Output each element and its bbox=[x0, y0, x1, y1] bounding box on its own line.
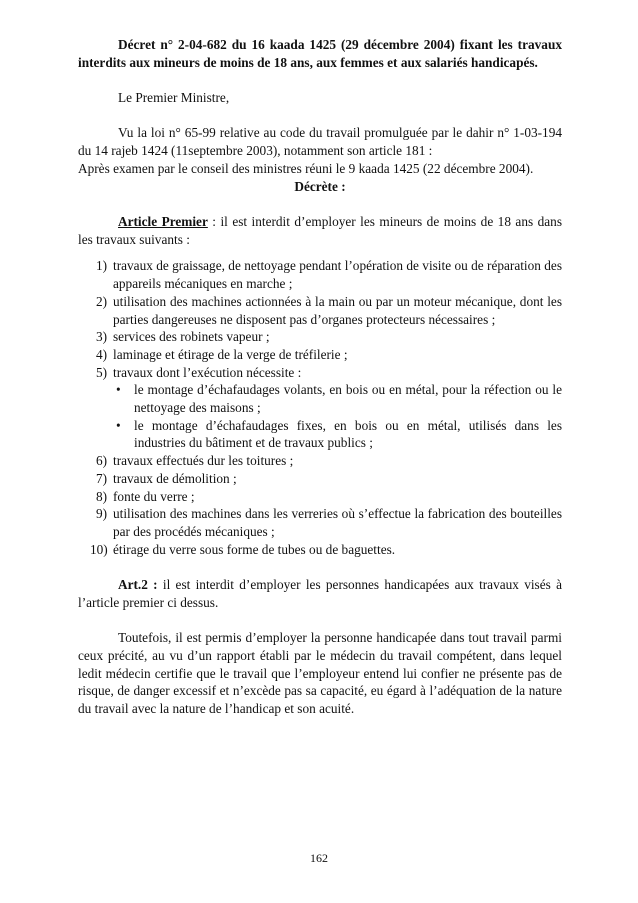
travaux-list bbox=[78, 257, 562, 558]
toutefois-paragraph: Toutefois, il est permis d’employer la personne handicapée dans tout travail parmi ceux précité, au vu d’un rapport établi par le médecin du travail compétent, dans lequel ledit médecin certifie que le travail que l’employeur entend lui confier ne présente pas de risque, de danger excessif et n’excède pas sa capacité, eu égard à l’adéquation de la nature du travail avec la nature de l’handicap et son acuité. bbox=[78, 630, 562, 716]
article-2-text: il est interdit d’employer les personnes handicapées aux travaux visés à l’article premier ci dessus. bbox=[78, 577, 562, 610]
list-item: 10) étirage du verre sous forme de tubes ou de baguettes. bbox=[90, 541, 396, 557]
list-item: 3) services des robinets vapeur ; bbox=[96, 329, 270, 345]
list-item: 4) laminage et étirage de la verge de tréfilerie ; bbox=[96, 346, 348, 362]
list-item: 7) travaux de démolition ; bbox=[96, 470, 237, 486]
sub-bullet-item: • le montage d’échafaudages volants, en bois ou en métal, pour la réfection ou le nettoyage des maisons ; bbox=[116, 382, 562, 416]
article-premier-paragraph bbox=[78, 213, 562, 248]
article-2-label: Art.2 : bbox=[118, 577, 158, 593]
list-item: 6) travaux effectués dur les toitures ; bbox=[96, 453, 294, 469]
apres-examen-paragraph: Après examen par le conseil des ministres réuni le 9 kaada 1425 (22 décembre 2004). bbox=[78, 160, 534, 176]
list-item: 9) utilisation des machines dans les verreries où s’effectue la fabrication des bouteilles par des procédés mécaniques ; bbox=[96, 506, 562, 539]
article-2-paragraph bbox=[78, 576, 562, 611]
list-item: 8) fonte du verre ; bbox=[96, 488, 195, 504]
premier-ministre: Le Premier Ministre, bbox=[118, 90, 230, 106]
list-item: 1) travaux de graissage, de nettoyage pendant l’opération de visite ou de réparation des appareils mécaniques en marche ; bbox=[96, 258, 562, 292]
article-premier-sep: : bbox=[207, 213, 221, 229]
page-number: 162 bbox=[310, 851, 328, 865]
bullet-icon: • bbox=[116, 417, 121, 433]
sub-bullet-item: • le montage d’échafaudages fixes, en bois ou en métal, utilisés dans les industries du bâtiment et de travaux publics ; bbox=[116, 417, 562, 451]
vu-loi-paragraph: Vu la loi n° 65-99 relative au code du travail promulguée par le dahir n° 1-03-194 du 14 rajeb 1424 (11septembre 2003), notamment son article 181 : bbox=[78, 125, 562, 159]
list-item: 2) utilisation des machines actionnées à la main ou par un moteur mécanique, dont les parties dangereuses ne disposent pas d’organes protecteurs nécessaires ; bbox=[96, 293, 562, 327]
list-item: 5) travaux dont l’exécution nécessite : bbox=[96, 364, 302, 380]
article-premier-label: Article Premier bbox=[118, 213, 208, 229]
decree-title: Décret n° 2-04-682 du 16 kaada 1425 (29 décembre 2004) fixant les travaux interdits aux mineurs de moins de 18 ans, aux femmes et aux salariés handicapés. bbox=[78, 37, 562, 70]
decrete-heading: Décrète : bbox=[294, 178, 346, 194]
bullet-icon: • bbox=[116, 382, 121, 398]
article-premier-text: il est interdit d’employer les mineurs de moins de 18 ans dans les travaux suivants : bbox=[78, 213, 562, 247]
document-page bbox=[78, 36, 562, 718]
